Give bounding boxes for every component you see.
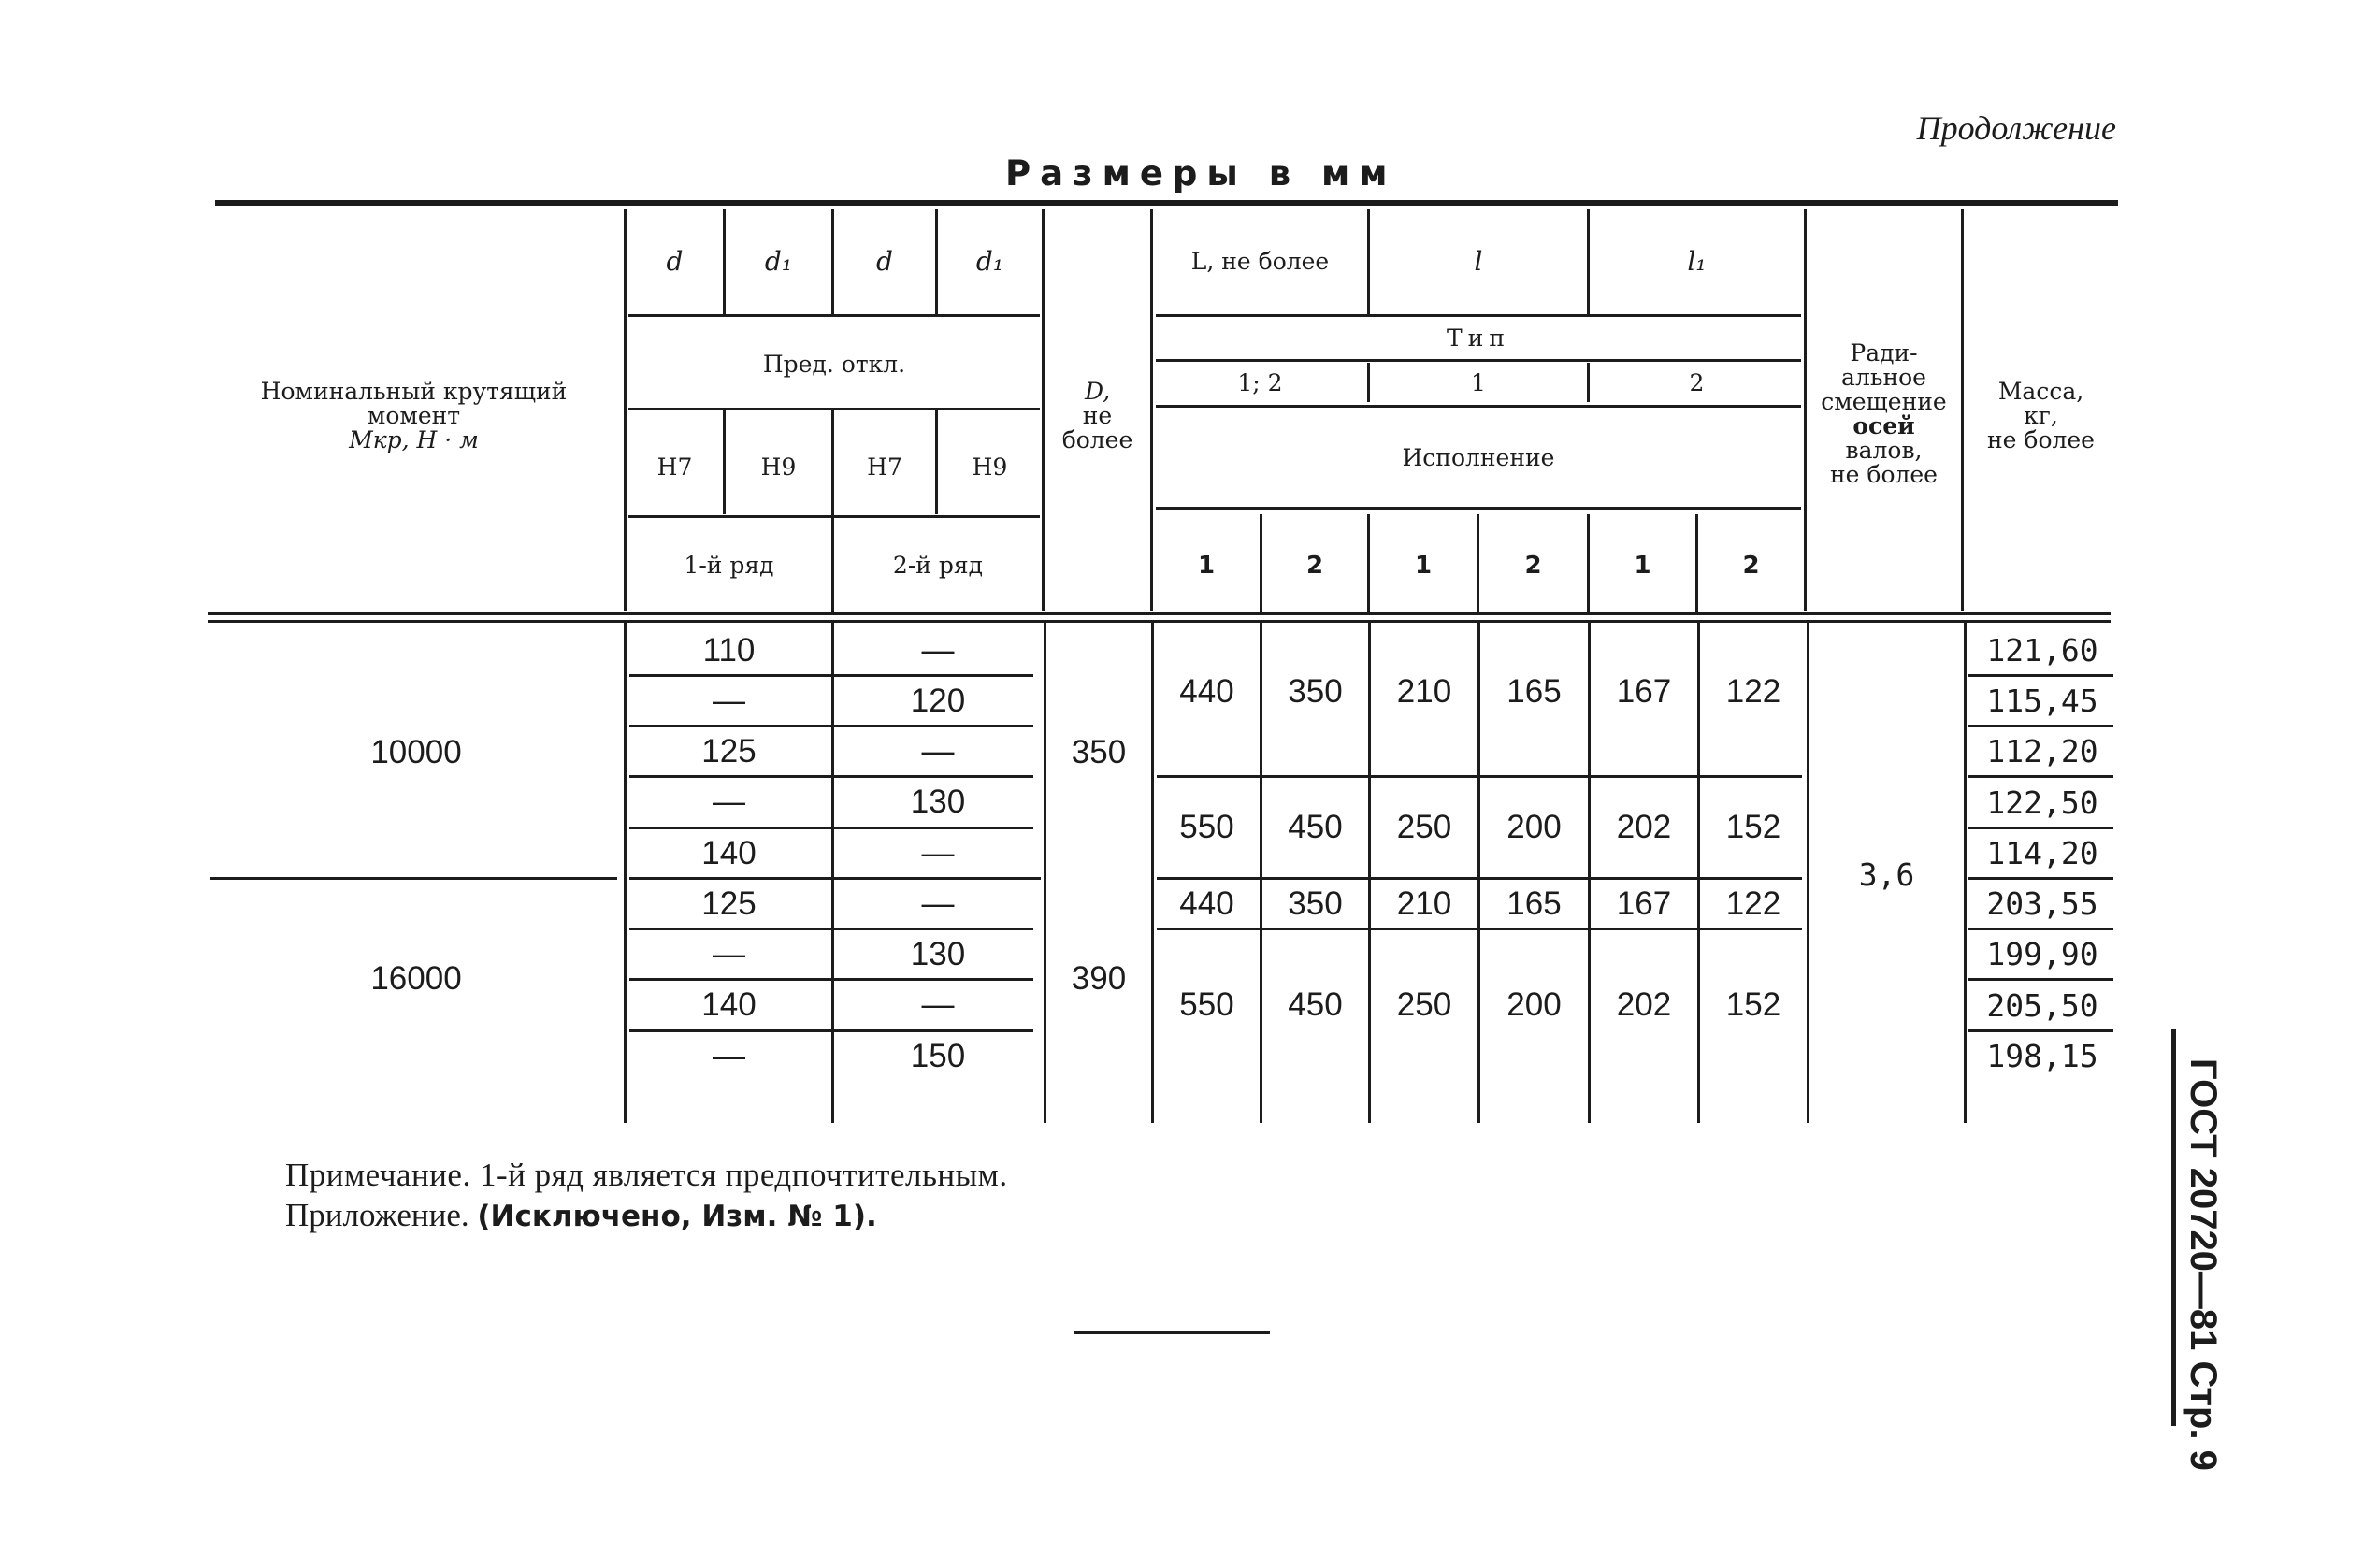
header-mass-line: Масса, <box>1997 378 2084 405</box>
exec-value: 250 <box>1396 986 1452 1023</box>
exec-value: 167 <box>1616 673 1672 710</box>
header-torque-line3: Mкр, H · м <box>349 426 479 453</box>
side-stamp-rule <box>2171 1029 2176 1426</box>
header-mass-line: не более <box>1987 426 2095 453</box>
exec-value: 250 <box>1396 809 1452 845</box>
continuation-label: Продолжение <box>1916 109 2116 147</box>
mass-value: 205,50 <box>1986 986 2098 1024</box>
table-row2-cell: 150 <box>910 1037 966 1074</box>
exec-value: 165 <box>1506 885 1562 922</box>
header-radial-line: альное <box>1841 363 1926 391</box>
header-type: Тип <box>1447 324 1510 352</box>
table-row2-cell: 120 <box>910 682 966 719</box>
exec-value: 350 <box>1288 673 1343 710</box>
table-row1-cell: — <box>713 1037 745 1074</box>
exec-value: 440 <box>1179 885 1234 922</box>
header-type-12: 1; 2 <box>1237 369 1283 396</box>
mass-value: 199,90 <box>1986 936 2098 972</box>
note-appendix-bold: (Исключено, Изм. № 1). <box>477 1200 877 1233</box>
exec-value: 122 <box>1725 673 1781 710</box>
exec-value: 122 <box>1725 885 1781 922</box>
exec-value: 167 <box>1616 885 1672 922</box>
header-type-1: 1 <box>1471 369 1486 396</box>
table-row1-cell: 140 <box>701 834 757 871</box>
header-exec-num: 2 <box>1742 552 1760 580</box>
table-row2-cell: 130 <box>910 784 966 820</box>
table-row2-cell: — <box>921 885 955 922</box>
header-exec-num: 2 <box>1305 552 1324 580</box>
header-d1-2: d₁ <box>975 246 1004 277</box>
exec-value: 152 <box>1725 809 1781 845</box>
exec-value: 202 <box>1616 809 1672 845</box>
exec-value: 450 <box>1288 986 1343 1023</box>
mass-value: 122,50 <box>1986 784 2098 821</box>
header-radial-line: смещение <box>1821 387 1947 415</box>
mass-value: 198,15 <box>1986 1038 2098 1074</box>
exec-value: 550 <box>1179 986 1234 1023</box>
table-row1-cell: — <box>713 784 745 820</box>
header-exec-num: 2 <box>1524 552 1542 580</box>
header-l1: l₁ <box>1687 246 1707 277</box>
exec-value: 202 <box>1616 986 1672 1023</box>
table-row1-cell: 110 <box>702 631 756 669</box>
header-radial-line: осей <box>1852 411 1915 439</box>
exec-value: 200 <box>1506 986 1562 1023</box>
header-radial <box>1807 332 1961 496</box>
mass-value: 112,20 <box>1986 733 2098 770</box>
exec-value: 550 <box>1179 809 1234 845</box>
exec-value: 350 <box>1288 885 1343 922</box>
table-row1-cell: — <box>713 935 745 972</box>
header-D-line3: более <box>1061 426 1133 453</box>
note-appendix <box>285 1197 877 1234</box>
header-mass <box>1964 369 2118 463</box>
table-row1-cell: — <box>713 682 745 719</box>
exec-value: 440 <box>1179 673 1234 710</box>
header-D-line1: D, <box>1084 378 1111 405</box>
header-row2: 2-й ряд <box>892 552 984 579</box>
note-preferred-row: Примечание. 1-й ряд является предпочтительным. <box>285 1157 1008 1193</box>
mass-value: 114,20 <box>1986 835 2098 871</box>
header-d-2: d <box>876 246 893 277</box>
header-tolerance: Пред. откл. <box>762 351 906 378</box>
header-mass-line: кг, <box>2024 402 2058 429</box>
header-D <box>1045 365 1150 468</box>
table-row2-cell: — <box>921 732 955 770</box>
header-d1-1: d₁ <box>764 246 793 277</box>
D-value: 350 <box>1071 734 1127 770</box>
header-exec-num: 1 <box>1634 552 1651 580</box>
header-h9-1: H9 <box>760 453 797 481</box>
exec-value: 450 <box>1288 809 1343 845</box>
exec-value: 210 <box>1396 885 1452 922</box>
mass-value: 115,45 <box>1986 683 2098 719</box>
header-h7-2: H7 <box>867 453 902 481</box>
units-title: Размеры в мм <box>1005 153 1397 194</box>
header-execution: Исполнение <box>1402 444 1555 471</box>
table-row2-cell: — <box>921 986 955 1023</box>
header-torque <box>215 365 613 468</box>
torque-value: 16000 <box>370 960 462 997</box>
table-row1-cell: 125 <box>701 732 757 770</box>
header-type-2: 2 <box>1689 369 1705 396</box>
table-row2-cell: 130 <box>910 935 966 972</box>
header-D-line2: не <box>1082 402 1113 429</box>
mass-value: 121,60 <box>1986 632 2098 669</box>
table-row2-cell: — <box>921 631 955 669</box>
exec-value: 200 <box>1506 809 1562 845</box>
table-row1-cell: 140 <box>701 986 757 1023</box>
header-d-1: d <box>666 246 684 277</box>
header-exec-num: 1 <box>1414 552 1433 580</box>
header-l: l <box>1474 246 1483 277</box>
header-radial-line: валов, <box>1845 436 1923 464</box>
torque-value: 10000 <box>370 734 462 770</box>
footer-rule <box>1074 1331 1270 1334</box>
header-h7-1: H7 <box>656 453 693 481</box>
exec-value: 152 <box>1725 986 1781 1023</box>
table-row2-cell: — <box>921 834 955 871</box>
header-torque-line2: момент <box>367 402 461 429</box>
header-h9-2: H9 <box>972 453 1008 481</box>
header-exec-num: 1 <box>1197 552 1216 580</box>
header-radial-line: не более <box>1830 460 1938 488</box>
D-value: 390 <box>1071 960 1127 997</box>
note-appendix-prefix: Приложение. <box>285 1197 478 1233</box>
exec-value: 165 <box>1506 673 1562 710</box>
header-row1: 1-й ряд <box>684 552 774 579</box>
side-stamp: ГОСТ 20720—81 Стр. 9 <box>2183 1058 2224 1471</box>
header-torque-line1: Номинальный крутящий <box>260 378 568 405</box>
mass-value: 203,55 <box>1986 885 2098 922</box>
table-row1-cell: 125 <box>701 885 757 922</box>
exec-value: 210 <box>1396 673 1452 710</box>
header-radial-line: Ради- <box>1850 338 1918 367</box>
radial-value: 3,6 <box>1858 856 1915 893</box>
header-L: L, не более <box>1190 248 1330 275</box>
